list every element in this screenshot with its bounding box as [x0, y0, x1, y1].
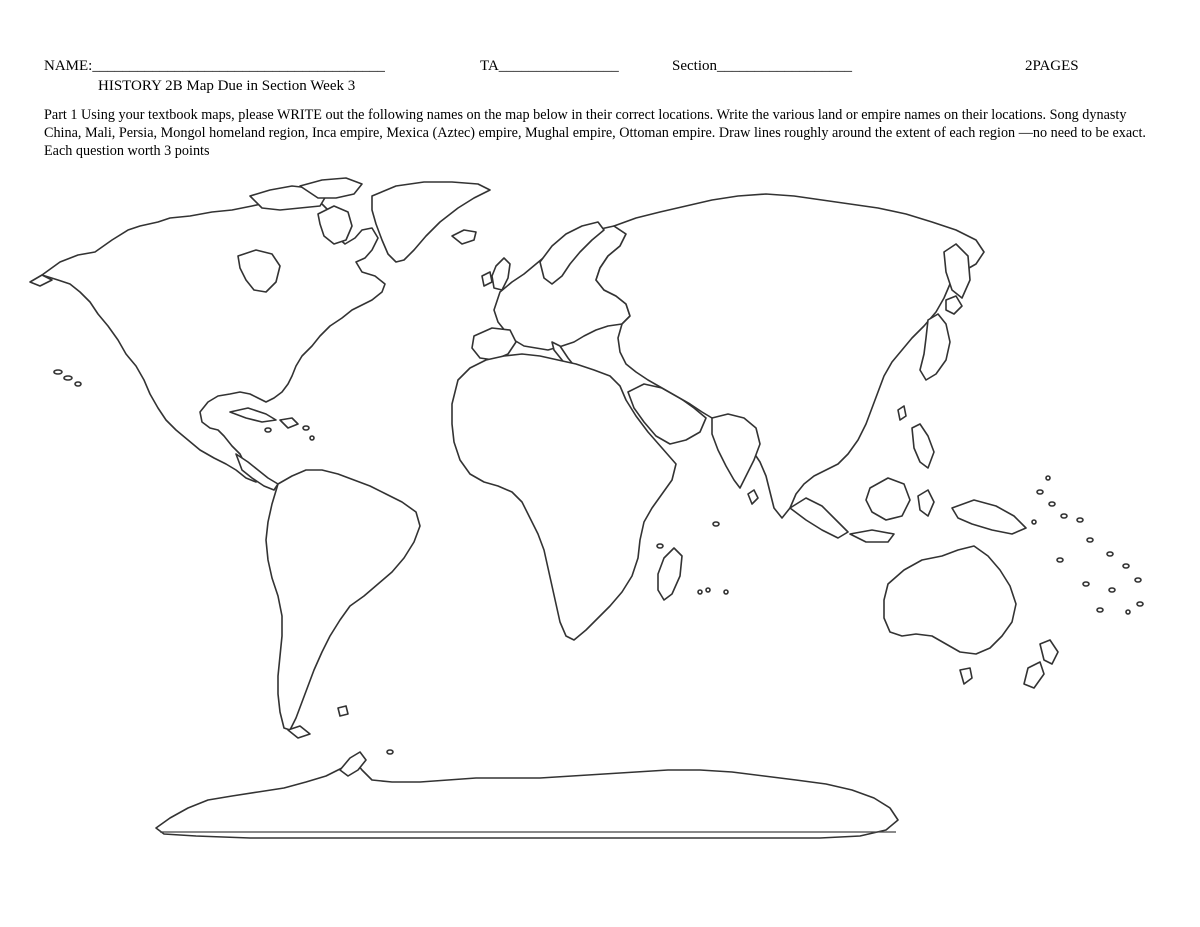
pacific-island	[1087, 538, 1093, 542]
sulawesi-outline	[918, 490, 934, 516]
assignment-title: HISTORY 2B Map Due in Section Week 3	[98, 78, 356, 94]
sri-lanka-outline	[748, 490, 758, 504]
cuba-outline	[230, 408, 276, 422]
indian-ocean-island	[706, 588, 710, 592]
hokkaido-outline	[946, 296, 962, 314]
pacific-island	[1057, 558, 1063, 562]
pacific-island	[1109, 588, 1115, 592]
pacific-island	[1061, 514, 1067, 518]
new-zealand-north-island-outline	[1040, 640, 1058, 664]
pacific-island	[1083, 582, 1089, 586]
indian-ocean-island	[713, 522, 719, 526]
page-count: 2PAGES	[1025, 58, 1079, 74]
aleutian-island	[54, 370, 62, 374]
taiwan-outline	[898, 406, 906, 420]
pacific-island	[1046, 476, 1050, 480]
south-america-outline	[266, 470, 420, 730]
instructions-text: Part 1 Using your textbook maps, please WRITE out the following names on the map below in their correct locations. Write the various land or empire names on their locations. Song dynasty China, Mali, Persia, Mongol homeland region, Inca empire, Mexica (Aztec) empire, Mughal empire, Ottoman empire. Draw lines roughly around the extent of each region —no need to be exact. Each question worth 3 points	[44, 107, 1146, 159]
philippines-outline	[912, 424, 934, 468]
pacific-island	[1107, 552, 1113, 556]
pacific-island	[1137, 602, 1143, 606]
australia-outline	[884, 546, 1016, 654]
pacific-island	[1037, 490, 1043, 494]
pacific-island	[1126, 610, 1130, 614]
ireland-outline	[482, 272, 492, 286]
south-shetland-island	[387, 750, 393, 754]
caribbean-island	[265, 428, 271, 432]
caribbean-island	[303, 426, 309, 430]
name-field[interactable]: NAME:_______________________________________	[44, 58, 385, 74]
greenland-outline	[372, 182, 490, 262]
new-guinea-outline	[952, 500, 1026, 534]
india-outline	[712, 414, 760, 488]
pacific-island	[1077, 518, 1083, 522]
new-zealand-south-island-outline	[1024, 662, 1044, 688]
pacific-island	[1049, 502, 1055, 506]
borneo-outline	[866, 478, 910, 520]
indian-ocean-island	[698, 590, 702, 594]
falkland-islands-outline	[338, 706, 348, 716]
iceland-outline	[452, 230, 476, 244]
antarctica-outline	[156, 760, 898, 838]
indian-ocean-island	[724, 590, 728, 594]
caribbean-island	[310, 436, 314, 440]
pacific-island	[1135, 578, 1141, 582]
hispaniola-outline	[280, 418, 298, 428]
aleutian-island	[75, 382, 81, 386]
aleutian-island	[64, 376, 72, 380]
pacific-island	[1097, 608, 1103, 612]
sumatra-outline	[790, 498, 848, 538]
madagascar-outline	[658, 548, 682, 600]
indian-ocean-island	[657, 544, 663, 548]
pacific-island	[1123, 564, 1129, 568]
pacific-island	[1032, 520, 1036, 524]
tasmania-outline	[960, 668, 972, 684]
ta-field[interactable]: TA________________	[480, 58, 619, 74]
section-field[interactable]: Section__________________	[672, 58, 852, 74]
java-outline	[850, 530, 894, 542]
